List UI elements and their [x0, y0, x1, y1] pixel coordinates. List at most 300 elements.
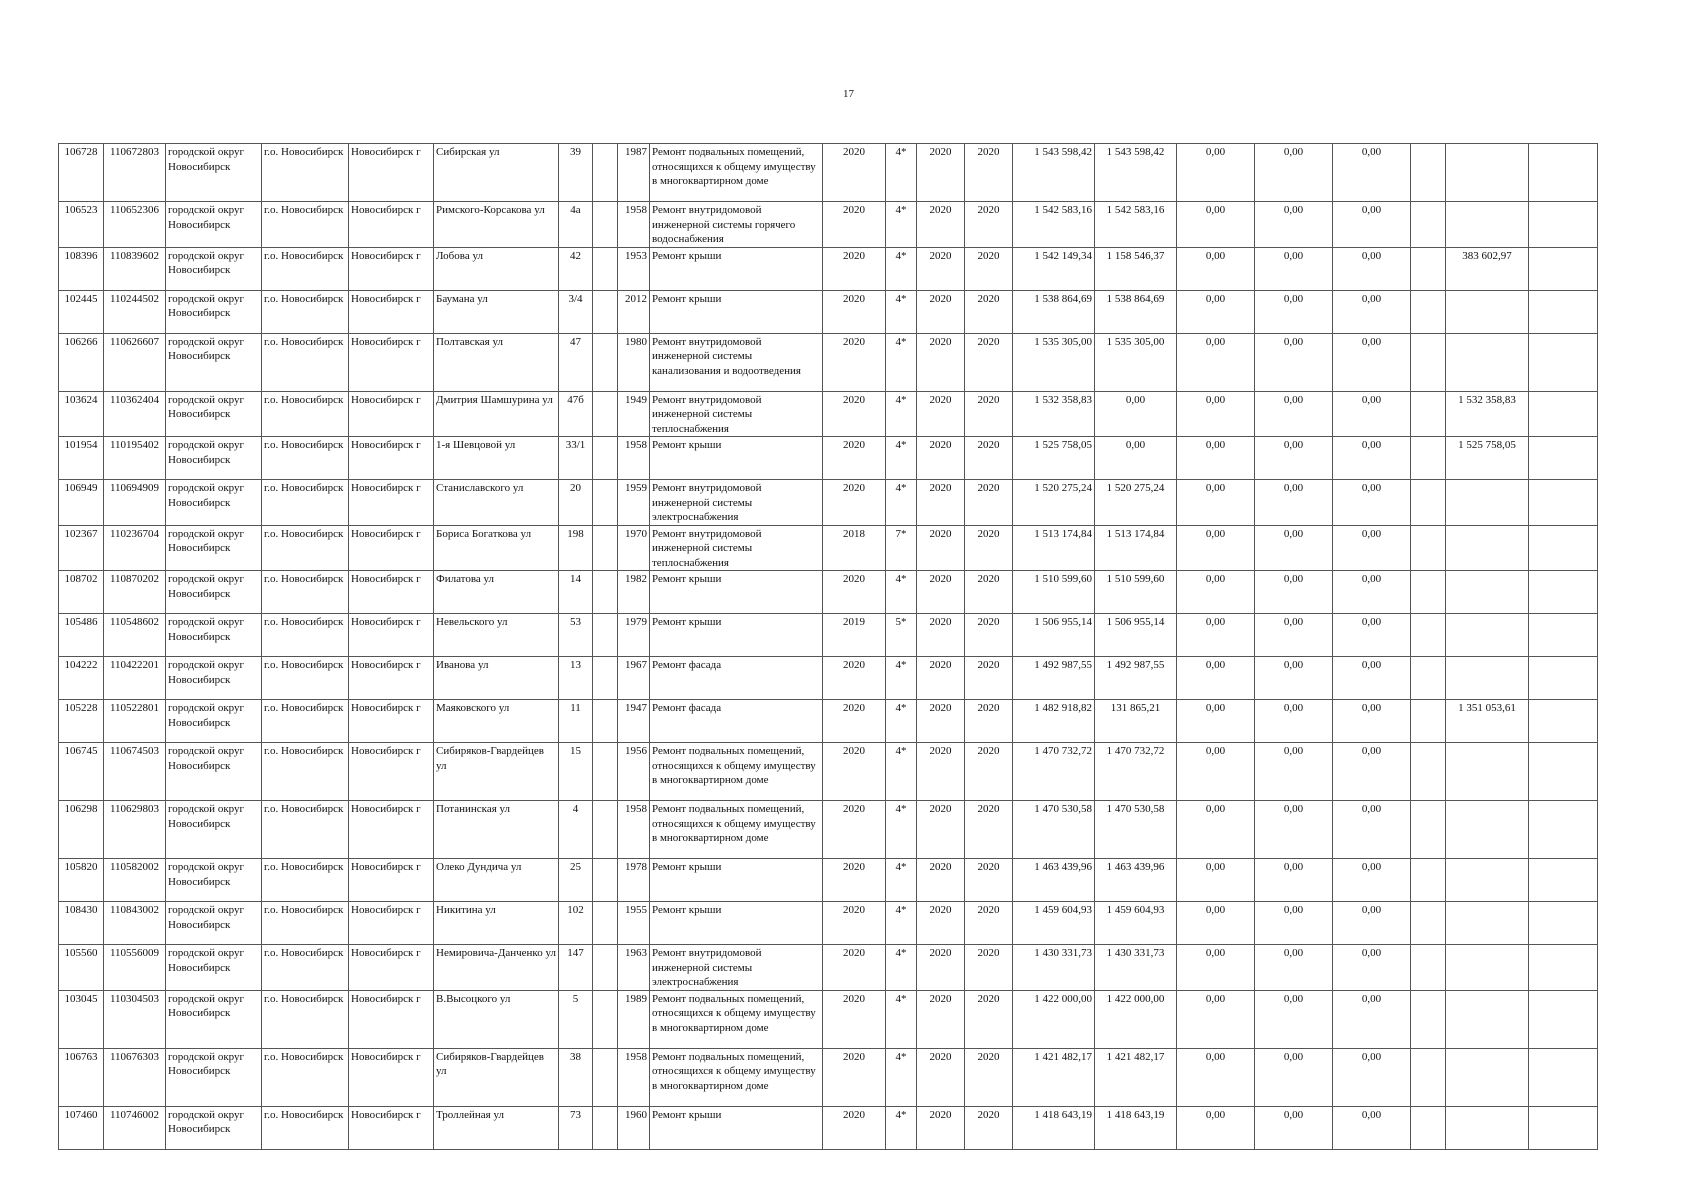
plan-from-cell: 2020: [917, 571, 965, 614]
total-cost-cell: 1 542 583,16: [1013, 202, 1095, 248]
table-row: [59, 700, 1598, 743]
owners-cost-cell: 383 602,97: [1446, 247, 1529, 290]
total-cost-cell: 1 418 643,19: [1013, 1106, 1095, 1149]
plan-to-cell: 2020: [965, 1106, 1013, 1149]
city-district-cell: г.о. Новосибирск: [262, 801, 349, 859]
deadline-year-cell: 2018: [823, 525, 886, 571]
fund-cost-cell: 1 422 000,00: [1095, 990, 1177, 1048]
cost-h-cell: [1529, 571, 1598, 614]
cost-d-cell: 0,00: [1255, 391, 1333, 437]
cost-d-cell: 0,00: [1255, 990, 1333, 1048]
deadline-year-cell: 2020: [823, 437, 886, 480]
year-built-cell: 1955: [618, 902, 650, 945]
fund-cost-cell: 0,00: [1095, 391, 1177, 437]
plan-to-cell: 2020: [965, 525, 1013, 571]
category-cell: 4*: [886, 202, 917, 248]
cost-c-cell: 0,00: [1177, 525, 1255, 571]
municipality-cell: городской округ Новосибирск: [166, 144, 262, 202]
year-built-cell: 1989: [618, 990, 650, 1048]
municipality-cell: городской округ Новосибирск: [166, 437, 262, 480]
cost-c-cell: 0,00: [1177, 990, 1255, 1048]
table-row: [59, 990, 1598, 1048]
owners-cost-cell: 1 351 053,61: [1446, 700, 1529, 743]
total-cost-cell: 1 510 599,60: [1013, 571, 1095, 614]
total-cost-cell: 1 430 331,73: [1013, 945, 1095, 991]
settlement-cell: Новосибирск г: [349, 571, 434, 614]
owners-cost-cell: 1 525 758,05: [1446, 437, 1529, 480]
cost-e-cell: 0,00: [1333, 700, 1411, 743]
cost-d-cell: 0,00: [1255, 1048, 1333, 1106]
building-cell: [593, 700, 618, 743]
cost-e-cell: 0,00: [1333, 859, 1411, 902]
category-cell: 4*: [886, 945, 917, 991]
owners-cost-cell: [1446, 480, 1529, 526]
cost-h-cell: [1529, 945, 1598, 991]
record-id-cell: 107460: [59, 1106, 104, 1149]
cost-c-cell: 0,00: [1177, 743, 1255, 801]
owners-cost-cell: [1446, 859, 1529, 902]
city-district-cell: г.о. Новосибирск: [262, 902, 349, 945]
year-built-cell: 1978: [618, 859, 650, 902]
cost-f-cell: [1411, 525, 1446, 571]
owners-cost-cell: [1446, 144, 1529, 202]
city-district-cell: г.о. Новосибирск: [262, 525, 349, 571]
year-built-cell: 1963: [618, 945, 650, 991]
settlement-cell: Новосибирск г: [349, 801, 434, 859]
cost-c-cell: 0,00: [1177, 480, 1255, 526]
cost-e-cell: 0,00: [1333, 290, 1411, 333]
cost-e-cell: 0,00: [1333, 1048, 1411, 1106]
street-cell: Невельского ул: [434, 614, 559, 657]
building-cell: [593, 247, 618, 290]
city-district-cell: г.о. Новосибирск: [262, 290, 349, 333]
category-cell: 4*: [886, 144, 917, 202]
total-cost-cell: 1 535 305,00: [1013, 333, 1095, 391]
cost-d-cell: 0,00: [1255, 945, 1333, 991]
record-id-cell: 108396: [59, 247, 104, 290]
street-cell: Бориса Богаткова ул: [434, 525, 559, 571]
street-cell: Сибирская ул: [434, 144, 559, 202]
cost-d-cell: 0,00: [1255, 700, 1333, 743]
year-built-cell: 1960: [618, 1106, 650, 1149]
total-cost-cell: 1 520 275,24: [1013, 480, 1095, 526]
cost-e-cell: 0,00: [1333, 657, 1411, 700]
house-code-cell: 110582002: [104, 859, 166, 902]
cost-h-cell: [1529, 525, 1598, 571]
category-cell: 4*: [886, 247, 917, 290]
fund-cost-cell: 1 421 482,17: [1095, 1048, 1177, 1106]
year-built-cell: 2012: [618, 290, 650, 333]
street-cell: Немировича-Данченко ул: [434, 945, 559, 991]
table-row: [59, 247, 1598, 290]
deadline-year-cell: 2020: [823, 571, 886, 614]
plan-to-cell: 2020: [965, 657, 1013, 700]
table-body: [59, 144, 1598, 1150]
total-cost-cell: 1 463 439,96: [1013, 859, 1095, 902]
cost-h-cell: [1529, 247, 1598, 290]
settlement-cell: Новосибирск г: [349, 657, 434, 700]
cost-d-cell: 0,00: [1255, 247, 1333, 290]
total-cost-cell: 1 532 358,83: [1013, 391, 1095, 437]
settlement-cell: Новосибирск г: [349, 859, 434, 902]
building-cell: [593, 480, 618, 526]
fund-cost-cell: 1 158 546,37: [1095, 247, 1177, 290]
owners-cost-cell: [1446, 902, 1529, 945]
house-code-cell: 110422201: [104, 657, 166, 700]
cost-e-cell: 0,00: [1333, 743, 1411, 801]
street-cell: Станиславского ул: [434, 480, 559, 526]
house-number-cell: 102: [559, 902, 593, 945]
building-cell: [593, 945, 618, 991]
settlement-cell: Новосибирск г: [349, 902, 434, 945]
house-number-cell: 4а: [559, 202, 593, 248]
table-row: [59, 480, 1598, 526]
total-cost-cell: 1 492 987,55: [1013, 657, 1095, 700]
owners-cost-cell: [1446, 525, 1529, 571]
plan-to-cell: 2020: [965, 202, 1013, 248]
category-cell: 5*: [886, 614, 917, 657]
cost-c-cell: 0,00: [1177, 700, 1255, 743]
year-built-cell: 1980: [618, 333, 650, 391]
cost-d-cell: 0,00: [1255, 571, 1333, 614]
table-row: [59, 614, 1598, 657]
municipality-cell: городской округ Новосибирск: [166, 801, 262, 859]
cost-f-cell: [1411, 657, 1446, 700]
plan-to-cell: 2020: [965, 700, 1013, 743]
plan-from-cell: 2020: [917, 480, 965, 526]
fund-cost-cell: 1 513 174,84: [1095, 525, 1177, 571]
plan-from-cell: 2020: [917, 743, 965, 801]
table-row: [59, 743, 1598, 801]
total-cost-cell: 1 470 732,72: [1013, 743, 1095, 801]
cost-e-cell: 0,00: [1333, 391, 1411, 437]
fund-cost-cell: 0,00: [1095, 437, 1177, 480]
street-cell: Лобова ул: [434, 247, 559, 290]
record-id-cell: 106728: [59, 144, 104, 202]
work-type-cell: Ремонт фасада: [650, 700, 823, 743]
city-district-cell: г.о. Новосибирск: [262, 202, 349, 248]
house-number-cell: 14: [559, 571, 593, 614]
record-id-cell: 104222: [59, 657, 104, 700]
cost-f-cell: [1411, 333, 1446, 391]
municipality-cell: городской округ Новосибирск: [166, 990, 262, 1048]
city-district-cell: г.о. Новосибирск: [262, 247, 349, 290]
building-cell: [593, 657, 618, 700]
settlement-cell: Новосибирск г: [349, 480, 434, 526]
fund-cost-cell: 1 538 864,69: [1095, 290, 1177, 333]
cost-f-cell: [1411, 247, 1446, 290]
owners-cost-cell: [1446, 614, 1529, 657]
plan-to-cell: 2020: [965, 391, 1013, 437]
cost-d-cell: 0,00: [1255, 657, 1333, 700]
capital-repair-register-table: [58, 143, 1598, 1150]
cost-h-cell: [1529, 437, 1598, 480]
record-id-cell: 108702: [59, 571, 104, 614]
record-id-cell: 105820: [59, 859, 104, 902]
category-cell: 4*: [886, 1106, 917, 1149]
plan-from-cell: 2020: [917, 1106, 965, 1149]
street-cell: Сибиряков-Гвардейцев ул: [434, 743, 559, 801]
page-number: 17: [843, 88, 854, 100]
cost-f-cell: [1411, 700, 1446, 743]
house-code-cell: 110304503: [104, 990, 166, 1048]
cost-h-cell: [1529, 1106, 1598, 1149]
street-cell: Сибиряков-Гвардейцев ул: [434, 1048, 559, 1106]
city-district-cell: г.о. Новосибирск: [262, 700, 349, 743]
year-built-cell: 1987: [618, 144, 650, 202]
total-cost-cell: 1 482 918,82: [1013, 700, 1095, 743]
cost-h-cell: [1529, 902, 1598, 945]
category-cell: 4*: [886, 480, 917, 526]
total-cost-cell: 1 506 955,14: [1013, 614, 1095, 657]
building-cell: [593, 1106, 618, 1149]
plan-from-cell: 2020: [917, 902, 965, 945]
table-row: [59, 571, 1598, 614]
cost-h-cell: [1529, 990, 1598, 1048]
fund-cost-cell: 131 865,21: [1095, 700, 1177, 743]
owners-cost-cell: [1446, 657, 1529, 700]
house-number-cell: 47б: [559, 391, 593, 437]
cost-e-cell: 0,00: [1333, 333, 1411, 391]
building-cell: [593, 902, 618, 945]
settlement-cell: Новосибирск г: [349, 202, 434, 248]
cost-c-cell: 0,00: [1177, 801, 1255, 859]
building-cell: [593, 801, 618, 859]
house-number-cell: 73: [559, 1106, 593, 1149]
cost-d-cell: 0,00: [1255, 859, 1333, 902]
cost-f-cell: [1411, 990, 1446, 1048]
house-code-cell: 110195402: [104, 437, 166, 480]
cost-f-cell: [1411, 1106, 1446, 1149]
cost-c-cell: 0,00: [1177, 333, 1255, 391]
house-number-cell: 53: [559, 614, 593, 657]
city-district-cell: г.о. Новосибирск: [262, 945, 349, 991]
record-id-cell: 103624: [59, 391, 104, 437]
work-type-cell: Ремонт подвальных помещений, относящихся к общему имуществу в многоквартирном доме: [650, 743, 823, 801]
house-code-cell: 110548602: [104, 614, 166, 657]
fund-cost-cell: 1 510 599,60: [1095, 571, 1177, 614]
house-code-cell: 110652306: [104, 202, 166, 248]
fund-cost-cell: 1 463 439,96: [1095, 859, 1177, 902]
house-number-cell: 11: [559, 700, 593, 743]
settlement-cell: Новосибирск г: [349, 247, 434, 290]
cost-d-cell: 0,00: [1255, 290, 1333, 333]
cost-d-cell: 0,00: [1255, 333, 1333, 391]
cost-h-cell: [1529, 743, 1598, 801]
work-type-cell: Ремонт подвальных помещений, относящихся к общему имуществу в многоквартирном доме: [650, 144, 823, 202]
plan-from-cell: 2020: [917, 333, 965, 391]
cost-e-cell: 0,00: [1333, 801, 1411, 859]
plan-from-cell: 2020: [917, 990, 965, 1048]
city-district-cell: г.о. Новосибирск: [262, 1048, 349, 1106]
category-cell: 4*: [886, 391, 917, 437]
city-district-cell: г.о. Новосибирск: [262, 614, 349, 657]
work-type-cell: Ремонт крыши: [650, 437, 823, 480]
deadline-year-cell: 2020: [823, 743, 886, 801]
plan-from-cell: 2020: [917, 1048, 965, 1106]
municipality-cell: городской округ Новосибирск: [166, 247, 262, 290]
owners-cost-cell: [1446, 990, 1529, 1048]
year-built-cell: 1958: [618, 801, 650, 859]
settlement-cell: Новосибирск г: [349, 437, 434, 480]
settlement-cell: Новосибирск г: [349, 333, 434, 391]
cost-c-cell: 0,00: [1177, 202, 1255, 248]
total-cost-cell: 1 470 530,58: [1013, 801, 1095, 859]
city-district-cell: г.о. Новосибирск: [262, 437, 349, 480]
house-number-cell: 5: [559, 990, 593, 1048]
cost-h-cell: [1529, 657, 1598, 700]
house-number-cell: 13: [559, 657, 593, 700]
street-cell: Никитина ул: [434, 902, 559, 945]
plan-from-cell: 2020: [917, 801, 965, 859]
work-type-cell: Ремонт фасада: [650, 657, 823, 700]
table-row: [59, 1106, 1598, 1149]
deadline-year-cell: 2020: [823, 1048, 886, 1106]
cost-c-cell: 0,00: [1177, 437, 1255, 480]
fund-cost-cell: 1 459 604,93: [1095, 902, 1177, 945]
settlement-cell: Новосибирск г: [349, 1106, 434, 1149]
year-built-cell: 1970: [618, 525, 650, 571]
city-district-cell: г.о. Новосибирск: [262, 571, 349, 614]
record-id-cell: 106949: [59, 480, 104, 526]
fund-cost-cell: 1 535 305,00: [1095, 333, 1177, 391]
plan-from-cell: 2020: [917, 290, 965, 333]
record-id-cell: 106266: [59, 333, 104, 391]
plan-from-cell: 2020: [917, 945, 965, 991]
work-type-cell: Ремонт крыши: [650, 571, 823, 614]
owners-cost-cell: [1446, 743, 1529, 801]
cost-e-cell: 0,00: [1333, 480, 1411, 526]
total-cost-cell: 1 543 598,42: [1013, 144, 1095, 202]
cost-d-cell: 0,00: [1255, 480, 1333, 526]
street-cell: Баумана ул: [434, 290, 559, 333]
settlement-cell: Новосибирск г: [349, 614, 434, 657]
category-cell: 4*: [886, 743, 917, 801]
house-code-cell: 110839602: [104, 247, 166, 290]
plan-to-cell: 2020: [965, 290, 1013, 333]
deadline-year-cell: 2020: [823, 990, 886, 1048]
fund-cost-cell: 1 430 331,73: [1095, 945, 1177, 991]
year-built-cell: 1958: [618, 1048, 650, 1106]
city-district-cell: г.о. Новосибирск: [262, 1106, 349, 1149]
house-code-cell: 110629803: [104, 801, 166, 859]
settlement-cell: Новосибирск г: [349, 1048, 434, 1106]
cost-e-cell: 0,00: [1333, 525, 1411, 571]
record-id-cell: 101954: [59, 437, 104, 480]
fund-cost-cell: 1 506 955,14: [1095, 614, 1177, 657]
house-number-cell: 33/1: [559, 437, 593, 480]
year-built-cell: 1953: [618, 247, 650, 290]
settlement-cell: Новосибирск г: [349, 144, 434, 202]
cost-f-cell: [1411, 290, 1446, 333]
year-built-cell: 1958: [618, 202, 650, 248]
city-district-cell: г.о. Новосибирск: [262, 990, 349, 1048]
building-cell: [593, 437, 618, 480]
work-type-cell: Ремонт внутридомовой инженерной системы горячего водоснабжения: [650, 202, 823, 248]
house-code-cell: 110556009: [104, 945, 166, 991]
plan-to-cell: 2020: [965, 945, 1013, 991]
work-type-cell: Ремонт внутридомовой инженерной системы теплоснабжения: [650, 391, 823, 437]
house-code-cell: 110870202: [104, 571, 166, 614]
building-cell: [593, 525, 618, 571]
record-id-cell: 102367: [59, 525, 104, 571]
house-code-cell: 110244502: [104, 290, 166, 333]
table-row: [59, 144, 1598, 202]
settlement-cell: Новосибирск г: [349, 700, 434, 743]
cost-f-cell: [1411, 437, 1446, 480]
owners-cost-cell: [1446, 290, 1529, 333]
cost-h-cell: [1529, 1048, 1598, 1106]
cost-e-cell: 0,00: [1333, 202, 1411, 248]
house-code-cell: 110694909: [104, 480, 166, 526]
house-code-cell: 110522801: [104, 700, 166, 743]
cost-h-cell: [1529, 290, 1598, 333]
category-cell: 4*: [886, 902, 917, 945]
cost-f-cell: [1411, 743, 1446, 801]
fund-cost-cell: 1 520 275,24: [1095, 480, 1177, 526]
building-cell: [593, 391, 618, 437]
fund-cost-cell: 1 418 643,19: [1095, 1106, 1177, 1149]
cost-d-cell: 0,00: [1255, 743, 1333, 801]
building-cell: [593, 144, 618, 202]
cost-e-cell: 0,00: [1333, 1106, 1411, 1149]
plan-from-cell: 2020: [917, 614, 965, 657]
street-cell: Потанинская ул: [434, 801, 559, 859]
category-cell: 4*: [886, 333, 917, 391]
record-id-cell: 105560: [59, 945, 104, 991]
total-cost-cell: 1 525 758,05: [1013, 437, 1095, 480]
work-type-cell: Ремонт подвальных помещений, относящихся к общему имуществу в многоквартирном доме: [650, 801, 823, 859]
year-built-cell: 1959: [618, 480, 650, 526]
house-code-cell: 110672803: [104, 144, 166, 202]
cost-d-cell: 0,00: [1255, 202, 1333, 248]
cost-h-cell: [1529, 333, 1598, 391]
plan-to-cell: 2020: [965, 801, 1013, 859]
cost-f-cell: [1411, 571, 1446, 614]
street-cell: В.Высоцкого ул: [434, 990, 559, 1048]
deadline-year-cell: 2020: [823, 480, 886, 526]
city-district-cell: г.о. Новосибирск: [262, 859, 349, 902]
municipality-cell: городской округ Новосибирск: [166, 480, 262, 526]
plan-to-cell: 2020: [965, 144, 1013, 202]
building-cell: [593, 1048, 618, 1106]
table-row: [59, 657, 1598, 700]
cost-f-cell: [1411, 144, 1446, 202]
cost-d-cell: 0,00: [1255, 801, 1333, 859]
cost-c-cell: 0,00: [1177, 571, 1255, 614]
category-cell: 4*: [886, 437, 917, 480]
deadline-year-cell: 2020: [823, 290, 886, 333]
total-cost-cell: 1 421 482,17: [1013, 1048, 1095, 1106]
cost-f-cell: [1411, 202, 1446, 248]
city-district-cell: г.о. Новосибирск: [262, 743, 349, 801]
category-cell: 4*: [886, 290, 917, 333]
house-number-cell: 42: [559, 247, 593, 290]
municipality-cell: городской округ Новосибирск: [166, 333, 262, 391]
work-type-cell: Ремонт крыши: [650, 859, 823, 902]
owners-cost-cell: [1446, 1106, 1529, 1149]
plan-from-cell: 2020: [917, 202, 965, 248]
cost-c-cell: 0,00: [1177, 902, 1255, 945]
cost-h-cell: [1529, 480, 1598, 526]
deadline-year-cell: 2020: [823, 657, 886, 700]
cost-c-cell: 0,00: [1177, 859, 1255, 902]
plan-from-cell: 2020: [917, 144, 965, 202]
year-built-cell: 1956: [618, 743, 650, 801]
work-type-cell: Ремонт крыши: [650, 1106, 823, 1149]
plan-to-cell: 2020: [965, 571, 1013, 614]
plan-to-cell: 2020: [965, 1048, 1013, 1106]
